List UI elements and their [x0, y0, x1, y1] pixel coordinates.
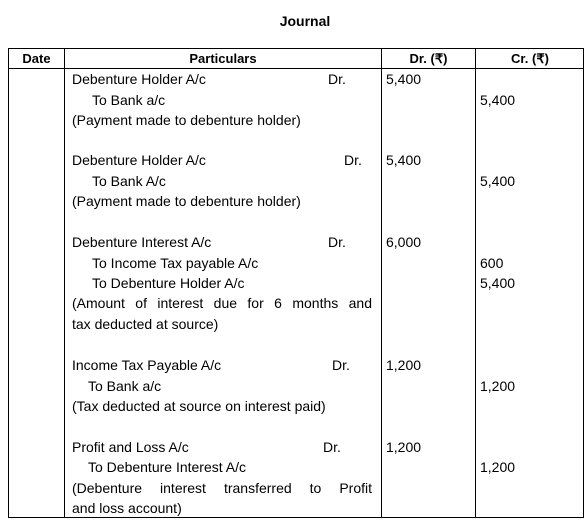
narration: (Payment made to debenture holder): [72, 112, 301, 128]
column-divider: [381, 49, 382, 517]
credit-amount: 600: [480, 255, 504, 271]
credit-account: To Bank a/c: [88, 378, 162, 394]
debit-account: Debenture Holder A/c: [72, 71, 206, 87]
debit-amount: 1,200: [386, 357, 422, 373]
header-credit: Cr. (₹): [511, 51, 549, 66]
debit-account: Profit and Loss A/c: [72, 439, 189, 455]
column-divider: [64, 49, 65, 517]
debit-account: Income Tax Payable A/c: [72, 357, 222, 373]
narration: and loss account): [72, 500, 182, 516]
journal-table: [8, 48, 584, 518]
debit-amount: 5,400: [386, 152, 422, 168]
narration: tax deducted at source): [72, 316, 219, 332]
credit-amount: 1,200: [480, 459, 516, 475]
debit-amount: 1,200: [386, 439, 422, 455]
credit-account: To Debenture Interest A/c: [88, 459, 246, 475]
debit-amount: 6,000: [386, 234, 422, 250]
header-date: Date: [22, 51, 51, 66]
credit-amount: 5,400: [480, 92, 516, 108]
narration: (Payment made to debenture holder): [72, 193, 301, 209]
dr-marker: Dr.: [323, 439, 341, 455]
dr-marker: Dr.: [328, 71, 346, 87]
credit-account: To Bank A/c: [92, 173, 166, 189]
narration: (Tax deducted at source on interest paid): [72, 398, 326, 414]
credit-amount: 5,400: [480, 173, 516, 189]
debit-account: Debenture Holder A/c: [72, 152, 206, 168]
credit-account: To Debenture Holder A/c: [92, 275, 245, 291]
narration: (Amount of interest due for 6 months and: [72, 295, 372, 311]
dr-marker: Dr.: [328, 234, 346, 250]
debit-account: Debenture Interest A/c: [72, 234, 212, 250]
credit-amount: 1,200: [480, 378, 516, 394]
credit-account: To Bank a/c: [92, 92, 166, 108]
narration: (Debenture interest transferred to Profit: [72, 480, 372, 496]
column-divider: [475, 49, 476, 517]
credit-account: To Income Tax payable A/c: [92, 255, 259, 271]
dr-marker: Dr.: [344, 152, 362, 168]
dr-marker: Dr.: [332, 357, 350, 373]
header-debit: Dr. (₹): [409, 51, 448, 66]
debit-amount: 5,400: [386, 71, 422, 87]
journal-title: Journal: [279, 13, 331, 29]
credit-amount: 5,400: [480, 275, 516, 291]
table-header: [9, 49, 583, 69]
header-particulars: Particulars: [189, 51, 257, 66]
